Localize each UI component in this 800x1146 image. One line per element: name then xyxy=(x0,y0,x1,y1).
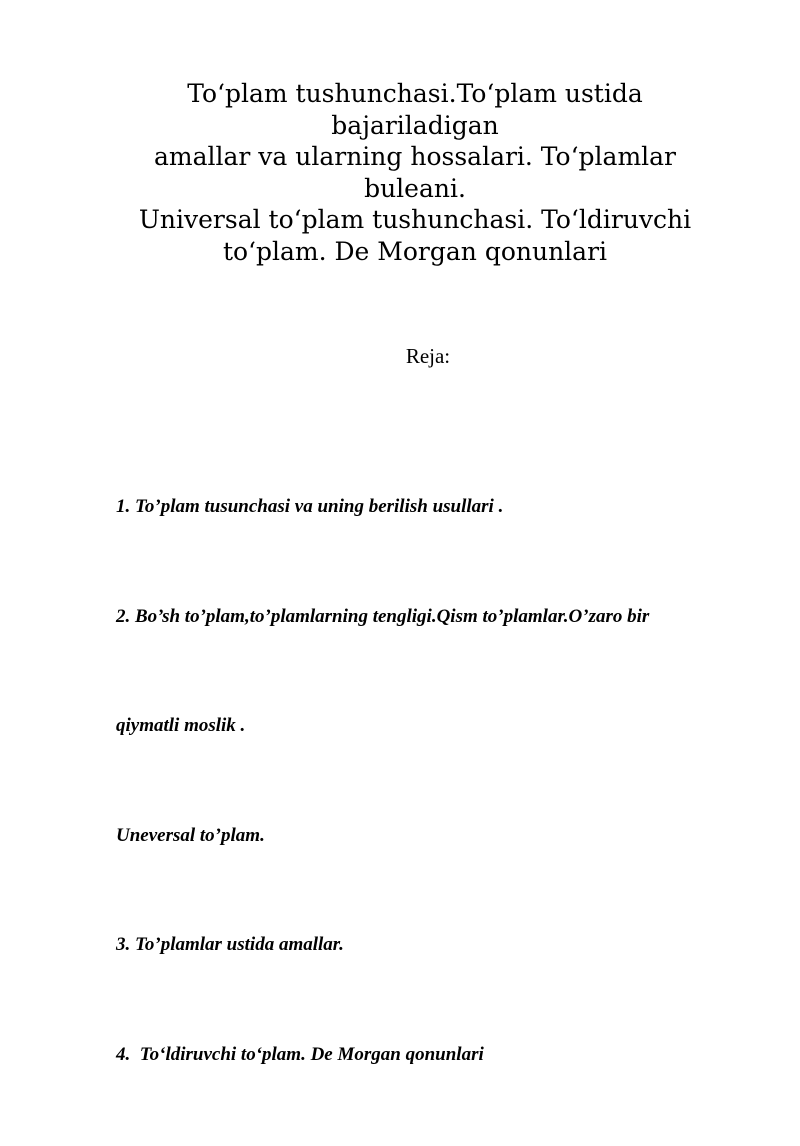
plan-item: 4. To‘ldiruvchi to‘plam. De Morgan qonunlari xyxy=(116,1043,484,1065)
plan-item: qiymatli moslik . xyxy=(116,715,246,736)
title-line: Universal to‘plam tushunchasi. To‘ldiruvchi xyxy=(138,205,692,234)
plan-item: Uneversal to’plam. xyxy=(116,824,265,846)
plan-item: 1. To’plam tusunchasi va uning berilish usullari . xyxy=(116,496,504,517)
plan-list xyxy=(116,416,756,1146)
title-line: amallar va ularning hossalari. To‘plamlar buleani. xyxy=(153,142,677,203)
document-title xyxy=(110,78,720,267)
plan-item: 2. Bo’sh to’plam,to’plamlarning tengligi.Qism to’plamlar.O’zaro bir xyxy=(116,605,650,627)
title-line: To‘plam tushunchasi.To‘plam ustida bajariladigan xyxy=(187,79,643,140)
plan-heading: Reja: xyxy=(405,344,451,368)
plan-item: 3. To’plamlar ustida amallar. xyxy=(116,934,344,955)
title-line: to‘plam. De Morgan qonunlari xyxy=(222,236,608,266)
